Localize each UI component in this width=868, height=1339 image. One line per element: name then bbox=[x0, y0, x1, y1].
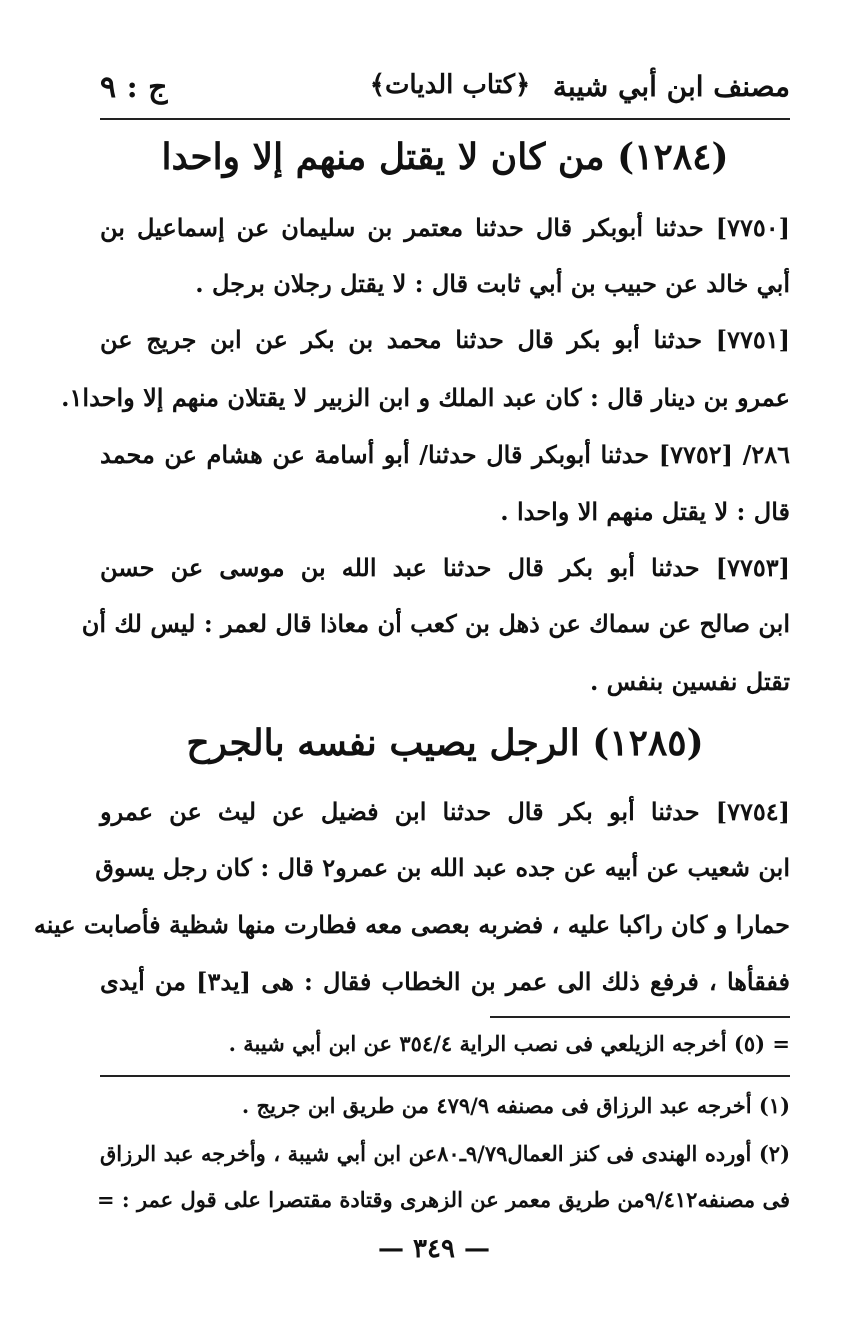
text-line: أبي خالد عن حبيب بن أبي ثابت قال : لا يقتل رجلان برجل . bbox=[195, 269, 790, 298]
text-line: عمرو بن دينار قال : كان عبد الملك و ابن الزبير لا يقتلان منهم إلا واحدا١. bbox=[61, 383, 790, 412]
footnote-1: (١) أخرجه عبد الرزاق فى مصنفه ٤٧٩/٩ من طريق ابن جريج . bbox=[241, 1093, 790, 1118]
footnote-divider bbox=[100, 1075, 790, 1077]
footnote-2-continued: فى مصنفه٩/٤١٢من طريق معمر عن الزهرى وقتادة مقتصرا على قول عمر : = bbox=[96, 1187, 790, 1212]
text-line: حمارا و كان راكبا عليه ، فضربه بعصى معه فطارت منها شظية فأصابت عينه bbox=[33, 910, 790, 939]
header-divider bbox=[100, 118, 790, 120]
chapter-title: ﴿كتاب الديات﴾ bbox=[369, 70, 531, 100]
page-number: — ٣٤٩ — bbox=[377, 1234, 491, 1264]
footnote-continued: = (٥) أخرجه الزيلعي فى نصب الراية ٣٥٤/٤ عن ابن أبي شيبة . bbox=[228, 1031, 790, 1056]
footnote-divider-short bbox=[490, 1016, 790, 1018]
text-line: ففقأها ، فرفع ذلك الى عمر بن الخطاب فقال : هى [يد٣] من أيدى bbox=[100, 967, 790, 996]
text-line: [٧٧٥٣] حدثنا أبو بكر قال حدثنا عبد الله بن موسى عن حسن bbox=[100, 553, 790, 582]
text-line: ابن شعيب عن أبيه عن جده عبد الله بن عمرو٢ قال : كان رجل يسوق bbox=[95, 853, 790, 882]
text-line: [٧٧٥٠] حدثنا أبوبكر قال حدثنا معتمر بن سليمان عن إسماعيل بن bbox=[100, 213, 790, 242]
book-title: مصنف ابن أبي شيبة bbox=[552, 70, 790, 103]
page-header bbox=[100, 60, 790, 120]
volume-number: ج : ٩ bbox=[100, 70, 168, 105]
section-heading-1284: (١٢٨٤) من كان لا يقتل منهم إلا واحدا bbox=[161, 136, 729, 178]
footnote-2: (٢) أورده الهندى فى كنز العمال٩/٧٩ـ٨٠عن ابن أبي شيبة ، وأخرجه عبد الرزاق bbox=[100, 1141, 790, 1166]
text-line: قال : لا يقتل منهم الا واحدا . bbox=[500, 497, 790, 526]
text-line: ٢٨٦/ [٧٧٥٢] حدثنا أبوبكر قال حدثنا/ أبو أسامة عن هشام عن محمد bbox=[100, 440, 791, 469]
text-line: تقتل نفسين بنفس . bbox=[589, 667, 790, 696]
text-line: ابن صالح عن سماك عن ذهل بن كعب أن معاذا قال لعمر : ليس لك أن bbox=[81, 609, 790, 638]
section-heading-1285: (١٢٨٥) الرجل يصيب نفسه بالجرح bbox=[186, 722, 704, 764]
text-line: [٧٧٥١] حدثنا أبو بكر قال حدثنا محمد بن بكر عن ابن جريج عن bbox=[100, 325, 790, 354]
text-line: [٧٧٥٤] حدثنا أبو بكر قال حدثنا ابن فضيل عن ليث عن عمرو bbox=[100, 797, 790, 826]
